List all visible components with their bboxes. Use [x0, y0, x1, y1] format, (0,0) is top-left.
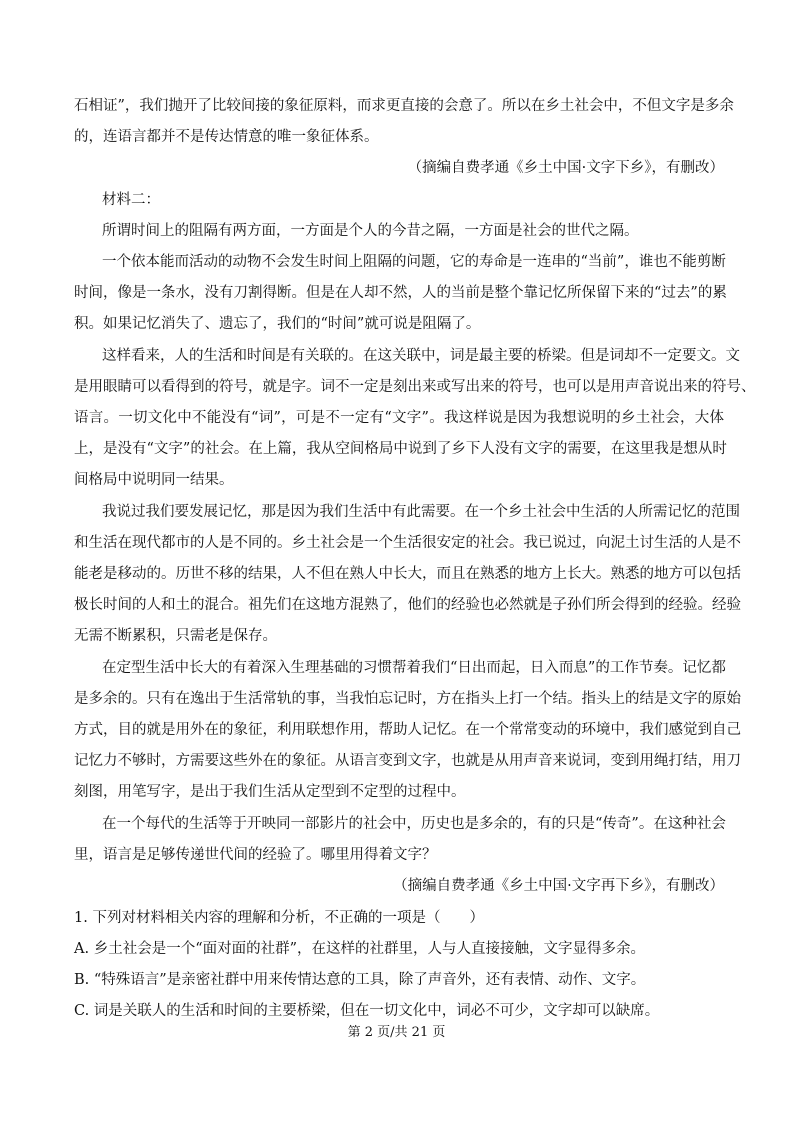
paragraph-line: 一个依本能而活动的动物不会发生时间上阻隔的问题，它的寿命是一连串的“当前”，谁也不能剪断	[102, 254, 726, 270]
paragraph-line: 在一个每代的生活等于开映同一部影片的社会中，历史也是多余的，有的只是“传奇”。在这种社会	[102, 816, 726, 832]
paragraph-line: 的，连语言都并不是传达情意的唯一象征体系。	[74, 129, 379, 145]
paragraph-line: 无需不断累积，只需老是保存。	[74, 628, 277, 644]
option-a: A. 乡土社会是一个“面对面的社群”，在这样的社群里，人与人直接接触，文字显得多余。	[74, 941, 646, 957]
paragraph-line: 所谓时间上的阻隔有两方面，一方面是个人的今昔之隔，一方面是社会的世代之隔。	[102, 223, 639, 239]
paragraph-line: 语言。一切文化中不能没有“词”，可是不一定有“文字”。我这样说是因为我想说明的乡土社会，大体	[74, 410, 724, 426]
source-citation: （摘编自费孝通《乡土中国·文字下乡》，有删改）	[407, 160, 724, 176]
paragraph-line: 上，是没有“文字”的社会。在上篇，我从空间格局中说到了乡下人没有文字的需要，在这里我是想从时	[74, 441, 727, 457]
paragraph-line: 石相证”，我们抛开了比较间接的象征原料，而求更直接的会意了。所以在乡土社会中，不但文字是多余	[74, 98, 734, 114]
option-c: C. 词是关联人的生活和时间的主要桥梁，但在一切文化中，词必不可少，文字却可以缺席。	[74, 1003, 660, 1019]
paragraph-line: 刻图，用笔写字，是出于我们生活从定型到不定型的过程中。	[74, 784, 466, 800]
paragraph-line: 是多余的。只有在逸出于生活常轨的事，当我怕忘记时，方在指头上打一个结。指头上的结是文字的原始	[74, 691, 741, 707]
paragraph-line: 和生活在现代都市的人是不同的。乡土社会是一个生活很安定的社会。我已说过，向泥土讨生活的人是不	[74, 535, 741, 551]
source-citation: （摘编自费孝通《乡土中国·文字再下乡》，有删改）	[393, 878, 724, 894]
page-number: 第 2 页/共 21 页	[347, 1025, 446, 1040]
paragraph-line: 我说过我们要发展记忆，那是因为我们生活中有此需要。在一个乡土社会中生活的人所需记忆的范围	[102, 504, 740, 520]
paragraph-line: 是用眼睛可以看得到的符号，就是字。词不一定是刻出来或写出来的符号，也可以是用声音说出来的符号、	[74, 379, 756, 395]
paragraph-line: 积。如果记忆消失了、遗忘了，我们的“时间”就可说是阻隔了。	[74, 316, 481, 332]
section-label: 材料二：	[102, 192, 160, 208]
paragraph-line: 极长时间的人和土的混合。祖先们在这地方混熟了，他们的经验也必然就是子孙们所会得到的经验。经验	[74, 597, 741, 613]
paragraph-line: 时间，像是一条水，没有刀割得断。但是在人却不然，人的当前是整个靠记忆所保留下来的“过去”的累	[74, 285, 727, 301]
paragraph-line: 间格局中说明同一结果。	[74, 472, 234, 488]
paragraph-line: 里，语言是足够传递世代间的经验了。哪里用得着文字？	[74, 847, 437, 863]
paragraph-line: 在定型生活中长大的有着深入生理基础的习惯帮着我们“日出而起，日入而息”的工作节奏。记忆都	[102, 660, 726, 676]
question-stem: 1. 下列对材料相关内容的理解和分析，不正确的一项是（ ）	[74, 910, 484, 926]
paragraph-line: 能老是移动的。历世不移的结果，人不但在熟人中长大，而且在熟悉的地方上长大。熟悉的地方可以包括	[74, 566, 741, 582]
option-b: B. “特殊语言”是亲密社群中用来传情达意的工具，除了声音外，还有表情、动作、文字。	[74, 972, 646, 988]
paragraph-line: 这样看来，人的生活和时间是有关联的。在这关联中，词是最主要的桥梁。但是词却不一定要文。文	[102, 348, 740, 364]
paragraph-line: 方式，目的就是用外在的象征，利用联想作用，帮助人记忆。在一个常常变动的环境中，我们感觉到自己	[74, 722, 741, 738]
paragraph-line: 记忆力不够时，方需要这些外在的象征。从语言变到文字，也就是从用声音来说词，变到用绳打结，用刀	[74, 753, 741, 769]
